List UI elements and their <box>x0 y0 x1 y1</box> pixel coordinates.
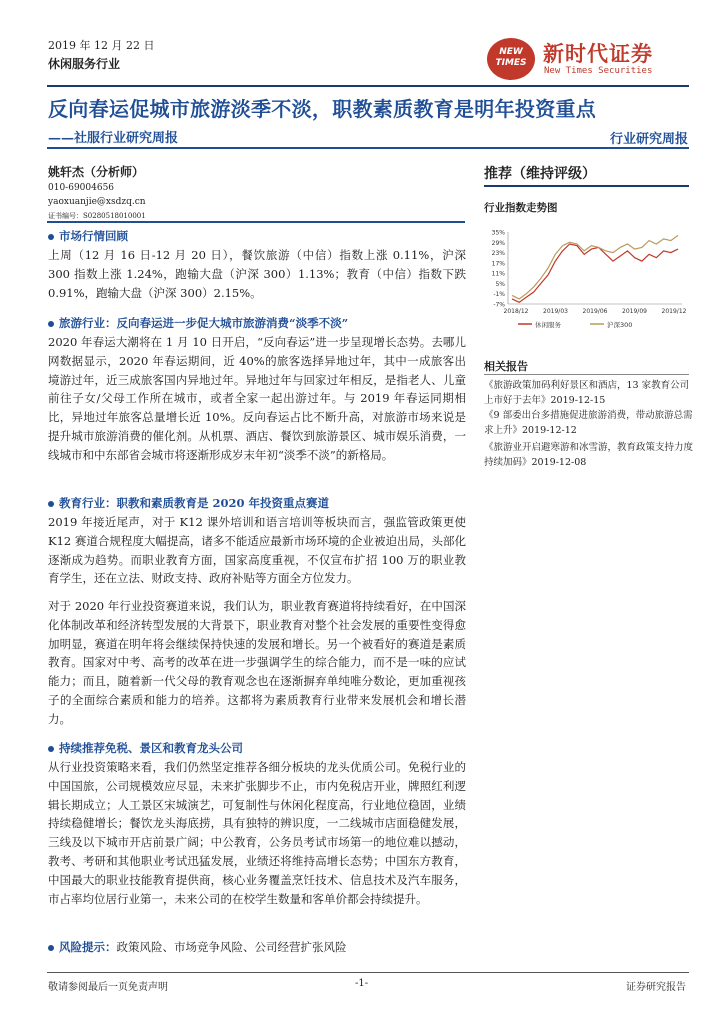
industry-name: 休闲服务行业 <box>48 57 121 71</box>
x-tick-label: 2018/12 <box>503 308 529 315</box>
analyst-phone: 010-69004656 <box>48 183 115 193</box>
x-tick-label: 2019/03 <box>543 308 568 315</box>
legend-label: 沪深300 <box>607 321 633 329</box>
report-date: 2019 年 12 月 22 日 <box>48 39 155 52</box>
section-paragraph: 上周（12 月 16 日-12 月 20 日），餐饮旅游（中信）指数上涨 0.11%，沪深 300 指数上涨 1.24%，跑输大盘（沪深 300）1.13%；教育（中信）指数下跌 0.91%，跑输大盘（沪深 300）2.15%。 <box>48 248 466 300</box>
chart-title: 行业指数走势图 <box>484 202 558 214</box>
rating-recommendation: 推荐（维持评级） <box>484 166 596 182</box>
y-tick-label: 35% <box>491 229 505 237</box>
bullet-icon <box>48 501 54 507</box>
report-title: 反向春运促城市旅游淡季不淡，职教素质教育是明年投资重点 <box>48 97 597 121</box>
analyst-cert: 证书编号：S0280518010001 <box>48 212 146 220</box>
logo-chinese-name: 新时代证券 <box>543 41 653 66</box>
report-type: 行业研究周报 <box>609 132 688 147</box>
related-report-date: 2019-12-12 <box>522 425 577 436</box>
related-reports-title: 相关报告 <box>484 360 528 373</box>
section-paragraph: 2020 年春运大潮将在 1 月 10 日开启，“反向春运”进一步呈现增长态势。去哪儿网数据显示，2020 年春运期间，近 40%的旅客选择异地过年，其中一成旅客出境游过年，近三成旅客国内异地过年。异地过年与回家过年相反，是指老人、儿童前往子女/父母工作所在城市，或者全家一起出游过年。与 2019 年春运同期相比，异地过年旅客总量增长近 10%。反向春运占比不断升高，对旅游市场来说是提升城市旅游消费的催化剂。从机票、酒店、餐饮到旅游景区、城市娱乐消费，一线城市和中东部省会城市将逐渐形成岁末年初“淡季不淡”的新格局。 <box>48 335 466 462</box>
series-line <box>512 244 678 302</box>
related-report-date: 2019-12-08 <box>531 457 587 468</box>
legend-label: 休闲服务 <box>535 321 561 329</box>
related-report-title: 《9 部委出台多措施促进旅游消费，带动旅游总需求上升》 <box>484 410 693 436</box>
sidebar-divider <box>484 185 689 187</box>
series-line <box>512 235 678 299</box>
bullet-icon <box>48 746 54 752</box>
y-tick-label: 23% <box>491 250 505 258</box>
footer-divider <box>47 972 689 973</box>
related-divider <box>484 374 689 375</box>
x-tick-label: 2019/06 <box>582 308 608 315</box>
section-heading-market: 市场行情回顾 <box>48 228 128 244</box>
footer-disclaimer: 敬请参阅最后一页免责声明 <box>48 982 168 993</box>
y-tick-label: -7% <box>493 301 505 309</box>
page-number: -1- <box>355 978 369 989</box>
related-report-title: 《旅游业开启避寒游和冰雪游，教育政策支持力度持续加码》 <box>484 442 694 468</box>
y-tick-label: 17% <box>491 260 505 268</box>
logo-english-name: New Times Securities <box>544 66 653 76</box>
header-divider <box>47 85 689 87</box>
related-report-item <box>484 440 694 470</box>
section-heading-risk: 风险提示：政策风险、市场竞争风险、公司经营扩张风险 <box>48 939 347 955</box>
bullet-icon <box>48 945 54 951</box>
related-report-item <box>484 408 694 438</box>
y-tick-label: 11% <box>491 270 505 278</box>
analyst-divider <box>47 221 465 223</box>
analyst-name: 姚轩杰（分析师） <box>48 165 145 179</box>
index-trend-chart <box>484 228 689 340</box>
analyst-email: yaoxuanjie@xsdzq.cn <box>48 197 146 207</box>
related-report-item <box>484 378 694 408</box>
section-paragraph: 2019 年接近尾声，对于 K12 课外培训和语言培训等板块而言，强监管政策更使 K12 赛道合规程度大幅提高，诸多不能适应最新市场环境的企业被迫出局，头部化逐渐成为趋势。而职业教育方面，国家高度重视，不仅宣布扩招 100 万的职业教育学生，还在立法、财政支持、政府补贴等方面全方位发力。 <box>48 515 466 586</box>
section-paragraph: 从行业投资策略来看，我们仍然坚定推荐各细分板块的龙头优质公司。免税行业的中国国旅，公司规模效应尽显，未来扩张脚步不止，市内免税店开业，牌照红利逻辑长期成立；人工景区宋城演艺，可复制性与休闲化程度高，行业地位稳固，业绩持续稳健增长；餐饮龙头海底捞，具有独特的辨识度，一二线城市店面稳健发展，三线及以下城市开店前景广阔；中公教育，公务员考试市场第一的地位难以撼动，教考、考研和其他职业考试迅猛发展，业绩还将维持高增长态势；中国东方教育，中国最大的职业技能教育提供商，核心业务覆盖烹饪技术、信息技术及汽车服务，市占率均位居行业第一，未来公司的在校学生数量和客单价都会持续提升。 <box>48 760 466 906</box>
y-tick-label: 29% <box>491 239 505 247</box>
title-divider <box>47 147 689 149</box>
company-logo <box>487 36 687 82</box>
section-paragraph: 对于 2020 年行业投资赛道来说，我们认为，职业教育赛道将持续看好，在中国深化体制改革和经济转型发展的大背景下，职业教育对整个社会发展的重要性变得愈加明显，赛道在明年将会继续保持快速的发展和增长。另一个被看好的赛道是素质教育。国家对中考、高考的改革在进一步强调学生的综合能力，而不是一味的应试能力；而且，随着新一代父母的教育观念也在逐渐摒弃单纯唯分数论，更加重视孩子的全面综合素质和能力的培养。这都将为素质教育行业带来发展机会和增长潜力。 <box>48 599 466 726</box>
related-report-title: 《旅游政策加码利好景区和酒店，13 家教育公司上市好于去年》 <box>484 380 690 406</box>
risk-text: 政策风险、市场竞争风险、公司经营扩张风险 <box>116 940 347 954</box>
y-tick-label: -1% <box>493 291 505 299</box>
section-heading-tourism: 旅游行业：反向春运进一步促大城市旅游消费“淡季不淡” <box>48 315 348 331</box>
logo-badge: NEW TIMES <box>487 38 535 80</box>
x-tick-label: 2019/09 <box>622 308 647 315</box>
section-heading-education: 教育行业：职教和素质教育是 2020 年投资重点赛道 <box>48 495 329 511</box>
report-subtitle: ——社服行业研究周报 <box>48 131 179 146</box>
section-heading-recommend: 持续推荐免税、景区和教育龙头公司 <box>48 740 243 756</box>
bullet-icon <box>48 321 54 327</box>
y-tick-label: 5% <box>495 280 505 288</box>
x-tick-label: 2019/12 <box>661 308 687 315</box>
footer-report-label: 证券研究报告 <box>626 982 686 993</box>
related-report-date: 2019-12-15 <box>550 395 606 406</box>
bullet-icon <box>48 234 54 240</box>
